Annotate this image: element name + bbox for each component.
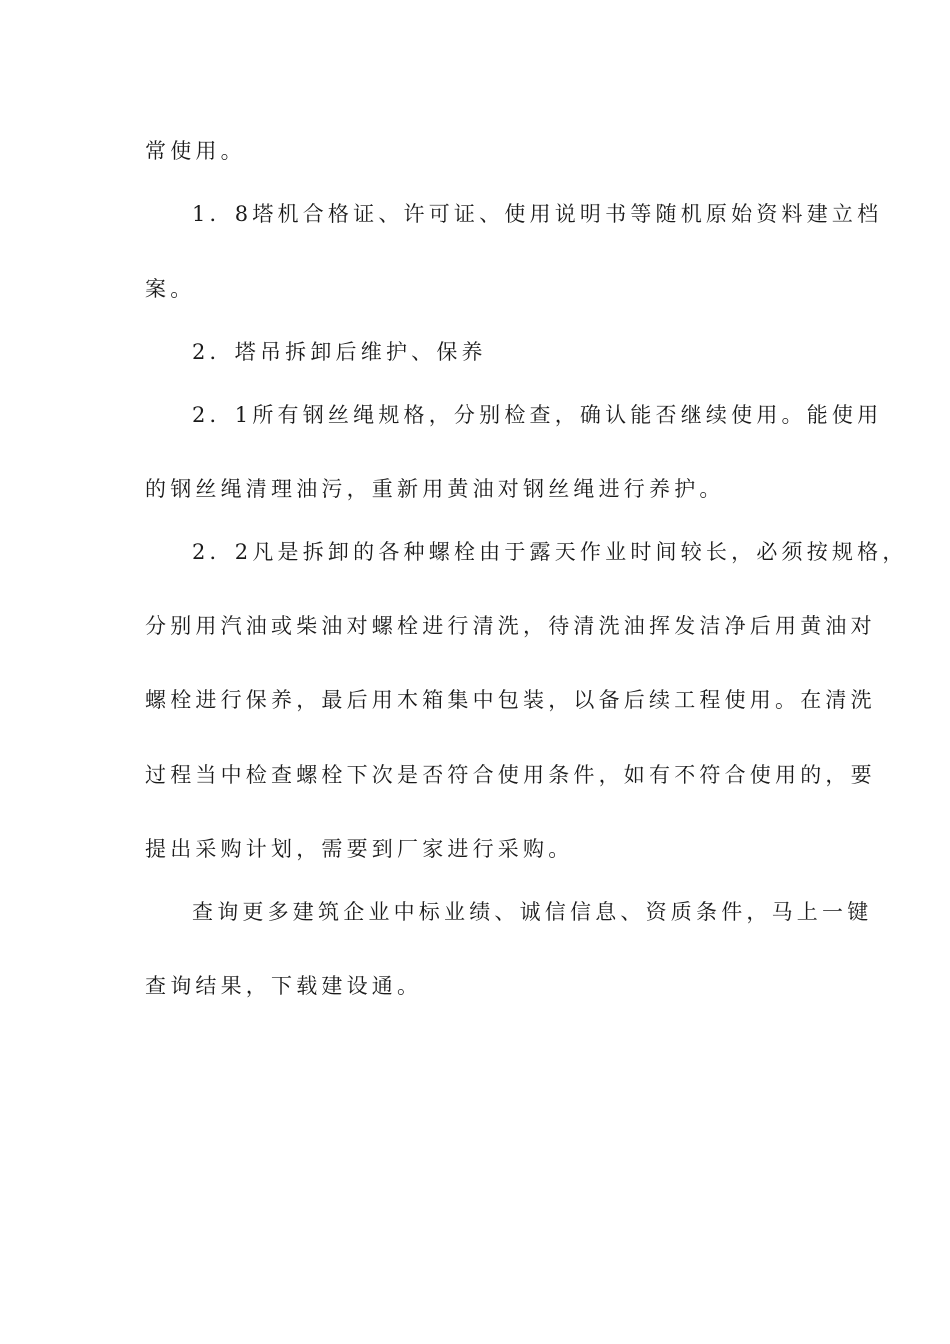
text-line: 分别用汽油或柴油对螺栓进行清洗，待清洗油挥发洁净后用黄油对 (145, 614, 876, 638)
text-line: 常使用。 (145, 139, 246, 163)
text-line: 2．1所有钢丝绳规格，分别检查，确认能否继续使用。能使用 (192, 403, 883, 427)
text-line: 案。 (145, 277, 196, 301)
text-line: 1．8塔机合格证、许可证、使用说明书等随机原始资料建立档 (192, 202, 883, 226)
section-heading: 2．塔吊拆卸后维护、保养 (192, 340, 487, 364)
text-line: 的钢丝绳清理油污，重新用黄油对钢丝绳进行养护。 (145, 477, 725, 501)
text-line: 过程当中检查螺栓下次是否符合使用条件，如有不符合使用的，要 (145, 763, 876, 787)
text-line: 提出采购计划，需要到厂家进行采购。 (145, 837, 574, 861)
text-line: 2．2凡是拆卸的各种螺栓由于露天作业时间较长，必须按规格， (192, 540, 908, 564)
text-line: 螺栓进行保养，最后用木箱集中包装，以备后续工程使用。在清洗 (145, 688, 876, 712)
text-line: 查询结果，下载建设通。 (145, 974, 423, 998)
text-line: 查询更多建筑企业中标业绩、诚信信息、资质条件，马上一键 (192, 900, 873, 924)
